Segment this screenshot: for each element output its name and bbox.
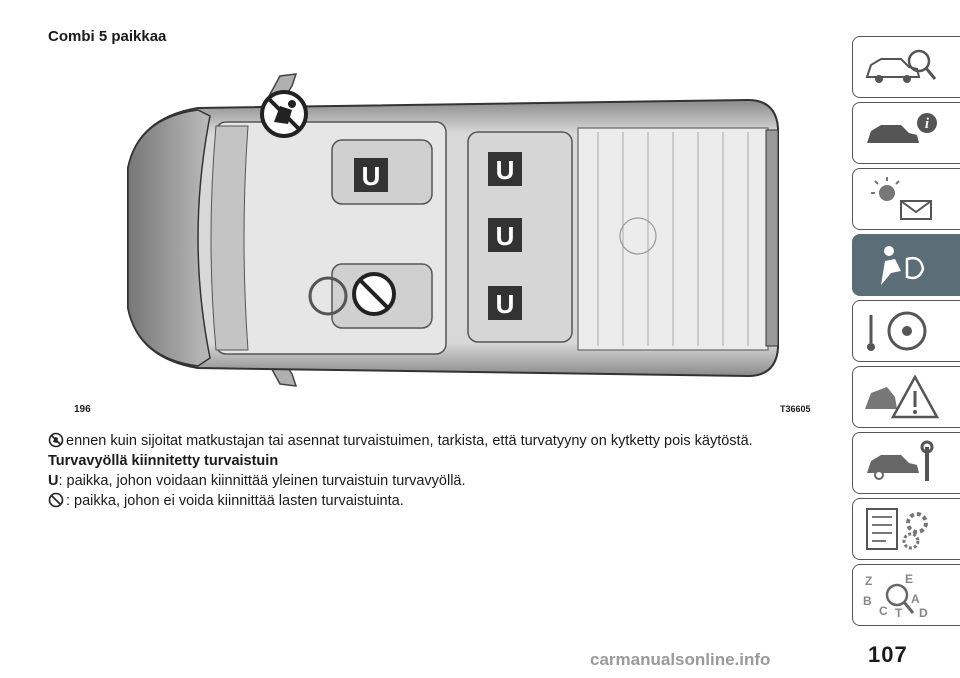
svg-text:E: E — [905, 572, 914, 586]
prohibited-legend-text: : paikka, johon ei voida kiinnittää lasten turvaistuinta. — [66, 493, 404, 509]
tab-warning-lights[interactable] — [852, 168, 960, 230]
prohibited-icon — [48, 492, 64, 508]
airbag-note-text: ennen kuin sijoitat matkustajan tai asennat turvaistuimen, tarkista, että turvatyyny on kytketty pois käytöstä. — [66, 433, 753, 449]
seat-label-rear-3: U — [495, 289, 515, 319]
watermark: carmanualsonline.info — [590, 650, 771, 669]
svg-text:T: T — [895, 606, 903, 619]
technical-data-icon — [861, 505, 941, 553]
svg-text:B: B — [863, 594, 872, 608]
road-warning-icon — [861, 373, 941, 421]
tab-technical-data[interactable] — [852, 498, 960, 560]
tab-index[interactable] — [852, 564, 960, 626]
van-top-view-figure — [48, 58, 818, 420]
u-legend-text: : paikka, johon voidaan kiinnittää yleinen turvaistuin turvavyöllä. — [58, 473, 466, 489]
tab-car-info[interactable] — [852, 102, 960, 164]
index-icon — [861, 571, 941, 619]
prohibited-legend — [48, 492, 404, 510]
svg-text:C: C — [879, 604, 888, 618]
section-title: Combi 5 paikkaa — [48, 28, 167, 45]
seat-airbag-icon — [861, 241, 941, 289]
tab-steering[interactable] — [852, 300, 960, 362]
seat-label-rear-2: U — [495, 221, 515, 251]
steering-wheel-icon — [861, 307, 941, 355]
page-number: 107 — [868, 642, 908, 667]
airbag-warning-icon — [262, 92, 306, 136]
svg-text:A: A — [911, 592, 920, 606]
seat-label-rear-1: U — [495, 155, 515, 185]
svg-text:Z: Z — [865, 574, 873, 588]
airbag-note — [48, 432, 753, 450]
prohibited-icon — [354, 274, 394, 314]
airbag-warning-icon — [48, 432, 64, 448]
figure-number: 196 — [74, 404, 91, 415]
svg-text:i: i — [924, 116, 930, 132]
figure-code: T36605 — [780, 404, 811, 414]
svg-text:D: D — [919, 606, 928, 619]
seat-label-front-right: U — [361, 161, 381, 191]
tab-road-warning[interactable] — [852, 366, 960, 428]
car-search-icon — [861, 43, 941, 91]
u-key: U — [48, 473, 59, 489]
subheading: Turvavyöllä kiinnitetty turvaistuin — [48, 453, 279, 469]
u-legend — [48, 472, 466, 490]
car-info-icon — [861, 109, 941, 157]
car-service-icon — [861, 439, 941, 487]
warning-lights-icon — [861, 175, 941, 223]
tab-car-search[interactable] — [852, 36, 960, 98]
tab-seat-airbag[interactable] — [852, 234, 960, 296]
tab-car-service[interactable] — [852, 432, 960, 494]
